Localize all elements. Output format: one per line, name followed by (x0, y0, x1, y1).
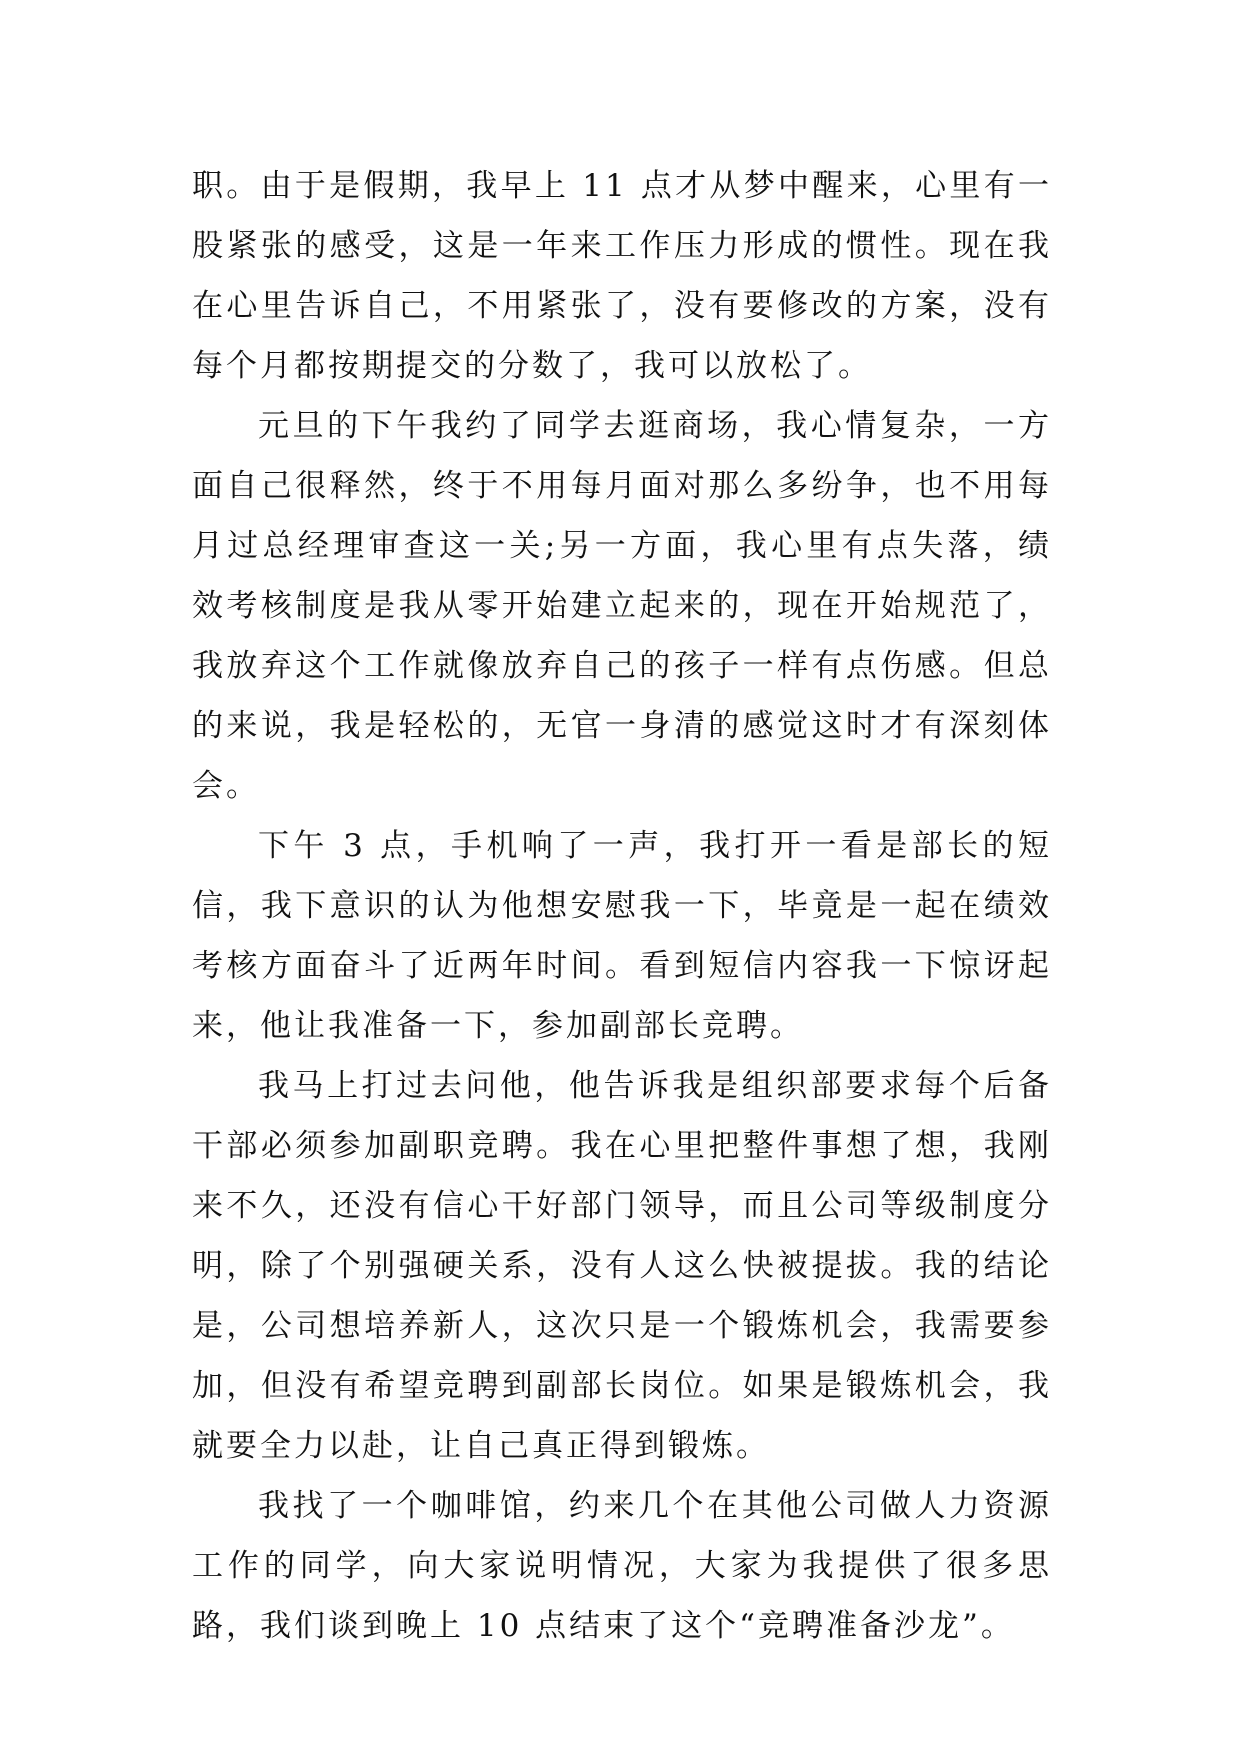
paragraph-2: 元旦的下午我约了同学去逛商场，我心情复杂，一方面自己很释然，终于不用每月面对那么多纷争，也不用每月过总经理审查这一关;另一方面，我心里有点失落，绩效考核制度是我从零开始建立起来的，现在开始规范了，我放弃这个工作就像放弃自己的孩子一样有点伤感。但总的来说，我是轻松的，无官一身清的感觉这时才有深刻体会。 (192, 408, 1052, 804)
paragraph-1: 职。由于是假期，我早上 11 点才从梦中醒来，心里有一股紧张的感受，这是一年来工作压力形成的惯性。现在我在心里告诉自己，不用紧张了，没有要修改的方案，没有每个月都按期提交的分数了，我可以放松了。 (192, 168, 1052, 384)
paragraph-4: 我马上打过去问他，他告诉我是组织部要求每个后备干部必须参加副职竞聘。我在心里把整件事想了想，我刚来不久，还没有信心干好部门领导，而且公司等级制度分明，除了个别强硬关系，没有人这么快被提拔。我的结论是，公司想培养新人，这次只是一个锻炼机会，我需要参加，但没有希望竞聘到副部长岗位。如果是锻炼机会，我就要全力以赴，让自己真正得到锻炼。 (192, 1068, 1052, 1464)
document-body (192, 156, 1052, 1656)
paragraph-5: 我找了一个咖啡馆，约来几个在其他公司做人力资源工作的同学，向大家说明情况，大家为我提供了很多思路，我们谈到晚上 10 点结束了这个“竞聘准备沙龙”。 (192, 1488, 1052, 1644)
paragraph-3: 下午 3 点，手机响了一声，我打开一看是部长的短信，我下意识的认为他想安慰我一下，毕竟是一起在绩效考核方面奋斗了近两年时间。看到短信内容我一下惊讶起来，他让我准备一下，参加副部长竞聘。 (192, 828, 1052, 1044)
